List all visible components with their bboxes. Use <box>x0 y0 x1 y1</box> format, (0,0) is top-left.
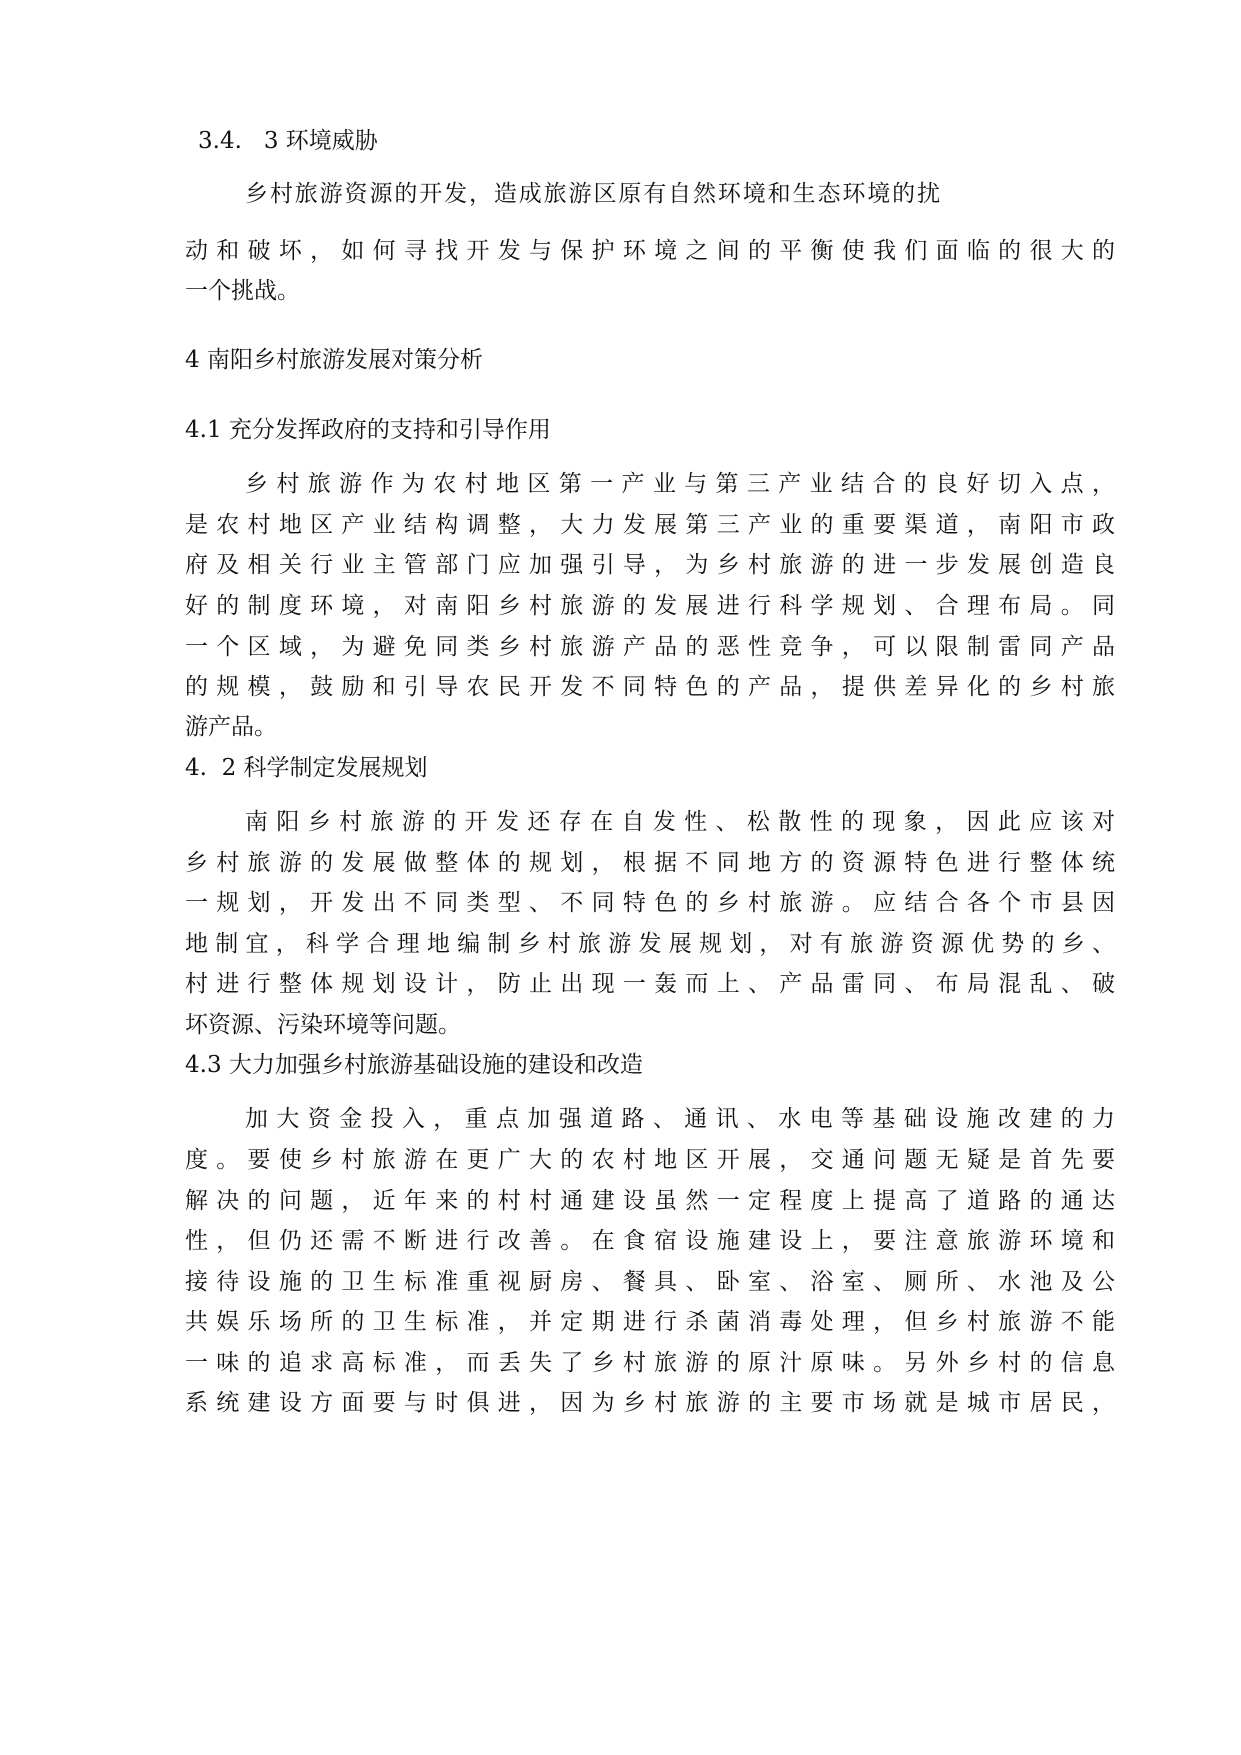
paragraph-line: 一规划，开发出不同类型、不同特色的乡村旅游。应结合各个市县因 <box>185 890 1115 916</box>
paragraph-line: 接待设施的卫生标准重视厨房、餐具、卧室、浴室、厕所、水池及公 <box>185 1269 1115 1295</box>
paragraph-line: 系统建设方面要与时俱进，因为乡村旅游的主要市场就是城市居民， <box>185 1390 1115 1416</box>
paragraph-line: 地制宜，科学合理地编制乡村旅游发展规划，对有旅游资源优势的乡、 <box>185 931 1115 957</box>
paragraph-line: 好的制度环境，对南阳乡村旅游的发展进行科学规划、合理布局。同 <box>185 593 1115 619</box>
paragraph-line: 一个挑战。 <box>185 278 300 304</box>
paragraph-line: 游产品。 <box>185 714 277 740</box>
paragraph-line: 府及相关行业主管部门应加强引导，为乡村旅游的进一步发展创造良 <box>185 552 1115 578</box>
section-heading-4-1: 4.1 充分发挥政府的支持和引导作用 <box>185 417 551 443</box>
paragraph-line: 加大资金投入，重点加强道路、通讯、水电等基础设施改建的力 <box>245 1106 1115 1132</box>
paragraph-line: 坏资源、污染环境等问题。 <box>185 1012 461 1038</box>
section-heading-4-2: 4. 2 科学制定发展规划 <box>185 755 428 781</box>
chapter-heading-4: 4 南阳乡村旅游发展对策分析 <box>185 347 483 373</box>
section-heading-3-4-3: 3.4. 3 环境威胁 <box>198 128 378 154</box>
paragraph-line: 南阳乡村旅游的开发还存在自发性、松散性的现象，因此应该对 <box>245 809 1115 835</box>
paragraph-line: 乡村旅游作为农村地区第一产业与第三产业结合的良好切入点， <box>245 471 1115 497</box>
paragraph-line: 共娱乐场所的卫生标准，并定期进行杀菌消毒处理，但乡村旅游不能 <box>185 1309 1115 1335</box>
paragraph-line: 解决的问题，近年来的村村通建设虽然一定程度上提高了道路的通达 <box>185 1188 1115 1214</box>
section-heading-4-3: 4.3 大力加强乡村旅游基础设施的建设和改造 <box>185 1052 643 1078</box>
paragraph-line: 的规模，鼓励和引导农民开发不同特色的产品，提供差异化的乡村旅 <box>185 674 1115 700</box>
paragraph-line: 动和破坏，如何寻找开发与保护环境之间的平衡使我们面临的很大的 <box>185 238 1115 264</box>
paragraph-line: 村进行整体规划设计，防止出现一轰而上、产品雷同、布局混乱、破 <box>185 971 1115 997</box>
paragraph-line: 性，但仍还需不断进行改善。在食宿设施建设上，要注意旅游环境和 <box>185 1228 1115 1254</box>
paragraph-line: 一味的追求高标准，而丢失了乡村旅游的原汁原味。另外乡村的信息 <box>185 1350 1115 1376</box>
paragraph-line: 是农村地区产业结构调整，大力发展第三产业的重要渠道，南阳市政 <box>185 512 1115 538</box>
paragraph-line: 乡村旅游的发展做整体的规划，根据不同地方的资源特色进行整体统 <box>185 850 1115 876</box>
paragraph-line: 乡村旅游资源的开发，造成旅游区原有自然环境和生态环境的扰 <box>245 181 940 207</box>
paragraph-line: 度。要使乡村旅游在更广大的农村地区开展，交通问题无疑是首先要 <box>185 1147 1115 1173</box>
paragraph-line: 一个区域，为避免同类乡村旅游产品的恶性竞争，可以限制雷同产品 <box>185 634 1115 660</box>
